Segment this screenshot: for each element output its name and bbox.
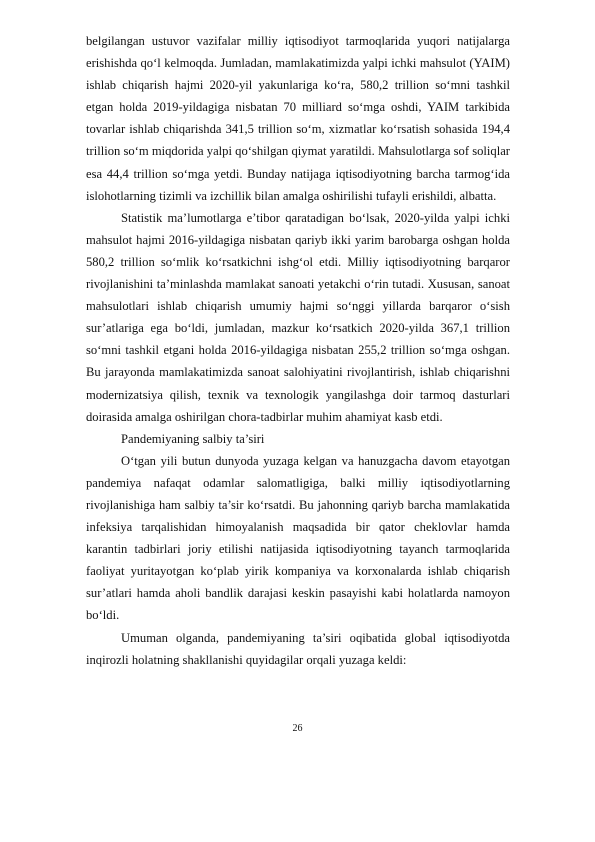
page-number: 26	[292, 723, 303, 734]
section-heading: Pandemiyaning salbiy ta’siri	[121, 431, 265, 446]
document-page	[86, 30, 510, 671]
paragraph-global-crisis: Umuman olganda, pandemiyaning ta’siri oqibatida global iqtisodiyotda inqirozli holatning shakllanishi quyidagilar orqali yuzaga keldi:	[86, 630, 510, 667]
paragraph-statistics: Statistik ma’lumotlarga e’tibor qaratadigan bo‘lsak, 2020-yilda yalpi ichki mahsulot hajmi 2016-yildagiga nisbatan qariyb ikki yarim barobarga oshgan holda 580,2 trillion so‘mlik ko‘rsatkichni ishg‘ol etdi. Milliy iqtisodiyotning barqaror rivojlanishini ta’minlashda mamlakat sanoati yetakchi o‘rin tutadi. Xususan, sanoat mahsulotlari ishlab chiqarish umumiy hajmi so‘nggi yillarda barqaror o‘sish sur’atlariga ega bo‘ldi, jumladan, mazkur ko‘rsatkich 2020-yilda 367,1 trillion so‘mni tashkil etgani holda 2016-yildagiga nisbatan 255,2 trillion so‘mga oshgan. Bu jarayonda mamlakatimizda sanoat salohiyatini rivojlantirish, ishlab chiqarishni modernizatsiya qilish, texnik va texnologik yangilashga doir tarmoq dasturlari doirasida amalga oshirilgan chora-tadbirlar muhim ahamiyat kasb etdi.	[86, 210, 510, 424]
paragraph-yaim-results: belgilangan ustuvor vazifalar milliy iqtisodiyot tarmoqlarida yuqori natijalarga erishishda qo‘l kelmoqda. Jumladan, mamlakatimizda yalpi ichki mahsulot (YAIM) ishlab chiqarish hajmi 2020-yil yakunlariga ko‘ra, 580,2 trillion so‘mni tashkil etgan holda 2019-yildagiga nisbatan 70 milliard so‘mga oshdi, YAIM tarkibida tovarlar ishlab chiqarishda 341,5 trillion so‘m, xizmatlar ko‘rsatish sohasida 194,4 trillion so‘m miqdorida yalpi qo‘shilgan qiymat yaratildi. Mahsulotlarga sof soliqlar esa 44,4 trillion so‘mga yetdi. Bunday natijaga iqtisodiyotning barcha tarmog‘ida islohotlarning tizimli va izchillik bilan amalga oshirilishi tufayli erishildi, albatta.	[86, 34, 510, 203]
paragraph-pandemic-impact: O‘tgan yili butun dunyoda yuzaga kelgan va hanuzgacha davom etayotgan pandemiya nafaqat odamlar salomatligiga, balki milliy iqtisodiyotlarning rivojlanishiga ham salbiy ta’sir ko‘rsatdi. Bu jahonning qariyb barcha mamlakatida infeksiya tarqalishidan himoyalanish maqsadida bir qator cheklovlar hamda karantin tadbirlari joriy etilishi natijasida iqtisodiyotning tayanch tarmoqlarida faoliyat yuritayotgan ko‘plab yirik kompaniya va korxonalarda ishlab chiqarish sur’atlari hamda aholi bandlik darajasi keskin pasayishi kabi holatlarda namoyon bo‘ldi.	[86, 453, 510, 623]
